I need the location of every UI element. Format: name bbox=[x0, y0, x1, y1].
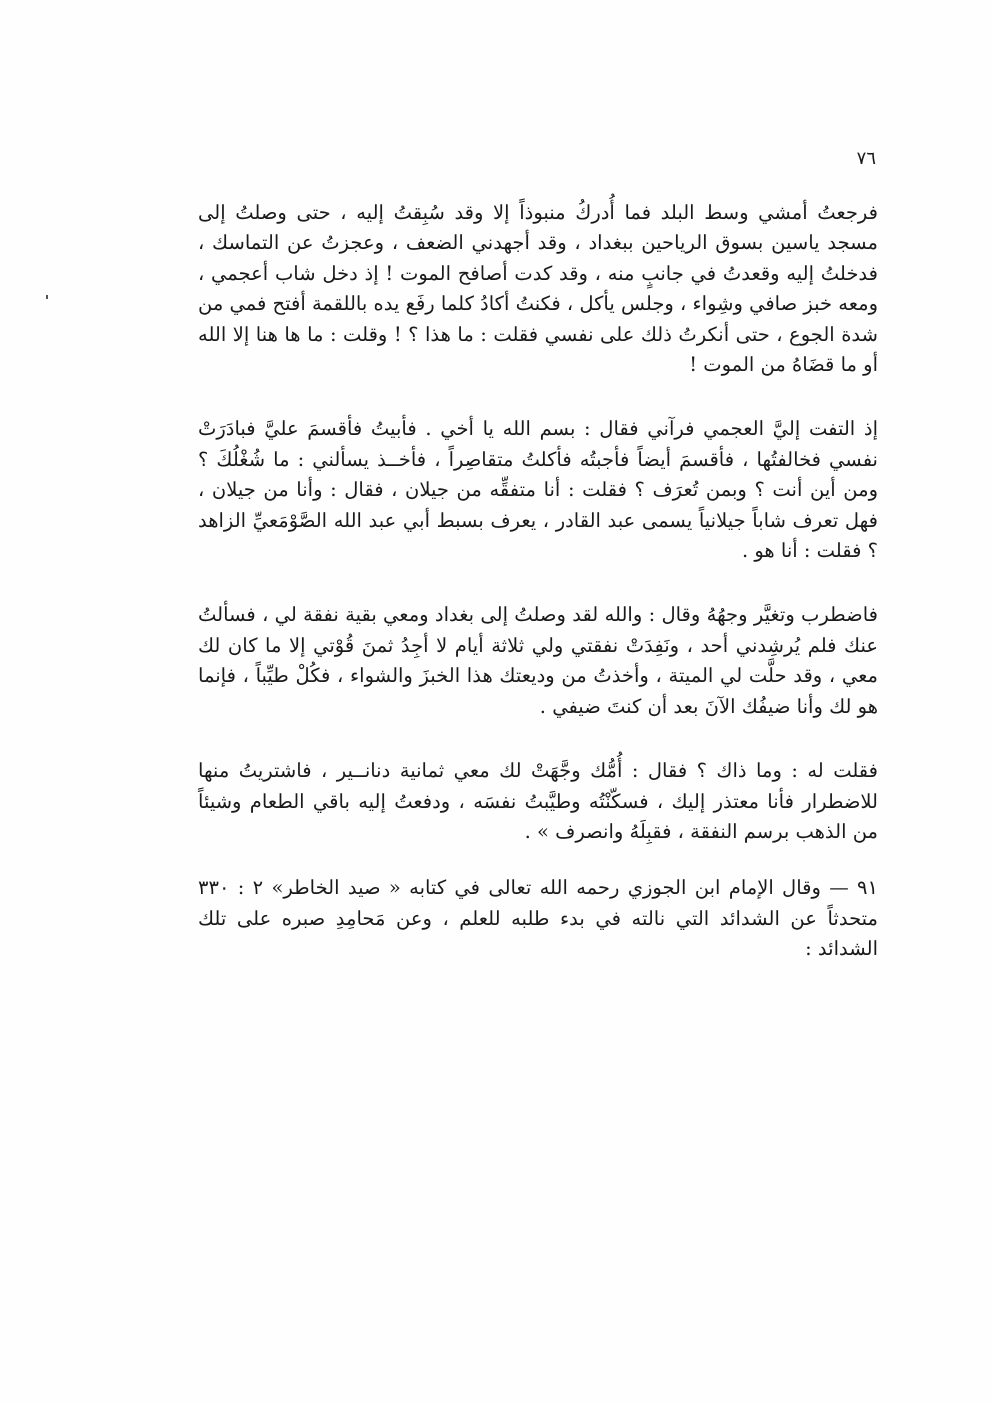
paragraph: فاضطرب وتغيَّر وجهُهُ وقال : والله لقد وصلتُ إلى بغداد ومعي بقية نفقة لي ، فسألتُ عنك فلم يُرشِدني أحد ، ونَفِدَتْ نفقتي ولي ثلاثة أيام لا أجِدُ ثمنَ قُوْتي إلا ما كان لك معي ، وقد حلَّت لي الميتة ، وأخذتُ من وديعتك هذا الخبزَ والشواء ، فكُلْ طيِّباً ، فإنما هو لك وأنا ضيفُك الآنَ بعد أن كنتَ ضيفي . bbox=[198, 603, 878, 718]
body-text bbox=[198, 198, 878, 965]
paragraph: إذ التفت إليَّ العجمي فرآني فقال : بسم الله يا أخي . فأبيتُ فأقسمَ عليَّ فبادَرَتْ نفسي فخالفتُها ، فأقسمَ أيضاً فأجبتُه فأكلتُ متقاصِراً ، فأخــذ يسألني : ما شُغْلُكَ ؟ ومن أين أنت ؟ وبمن تُعرَف ؟ فقلت : أنا متفقِّه من جيلان ، فقال : وأنا من جيلان ، فهل تعرف شاباً جيلانياً يسمى عبد القادر ، يعرف بسبط أبي عبد الله الصَّوْمَعيِّ الزاهد ؟ فقلت : أنا هو . bbox=[198, 417, 878, 563]
page-number: ٧٦ bbox=[856, 148, 876, 169]
paragraph: فقلت له : وما ذاك ؟ فقال : أُمُّك وجَّهَتْ لك معي ثمانية دنانــير ، فاشتريتُ منها للاضطرار فأنا معتذر إليك ، فسكّنْتُه وطيَّبتُ نفسَه ، ودفعتُ إليه باقي الطعام وشيئاً من الذهب برسم النفقة ، فقبِلَهُ وانصرف » . bbox=[198, 759, 878, 843]
numbered-paragraph: ٩١ — وقال الإمام ابن الجوزي رحمه الله تعالى في كتابه « صيد الخاطر» ٢ : ٣٣٠ متحدثاً عن الشدائد التي نالته في بدء طلبه للعلم ، وعن مَحامِدِ صبره على تلك الشدائد : bbox=[198, 876, 878, 961]
paragraph: فرجعتُ أمشي وسط البلد فما أُدركُ منبوذاً إلا وقد سُبِقتُ إليه ، حتى وصلتُ إلى مسجد ياسين بسوق الرياحين ببغداد ، وقد أجهدني الضعف ، وعجزتُ عن التماسك ، فدخلتُ إليه وقعدتُ في جانبٍ منه ، وقد كدت أصافح الموت ! إذ دخل شاب أعجمي ، ومعه خبز صافي وشِواء ، وجلس يأكل ، فكنتُ أكادُ كلما رفَع يده باللقمة أفتح فمي من شدة الجوع ، حتى أنكرتُ ذلك على نفسي فقلت : ما هذا ؟ ! وقلت : ما ها هنا إلا الله أو ما قضَاهُ من الموت ! bbox=[198, 201, 878, 377]
scan-speck bbox=[46, 295, 48, 299]
